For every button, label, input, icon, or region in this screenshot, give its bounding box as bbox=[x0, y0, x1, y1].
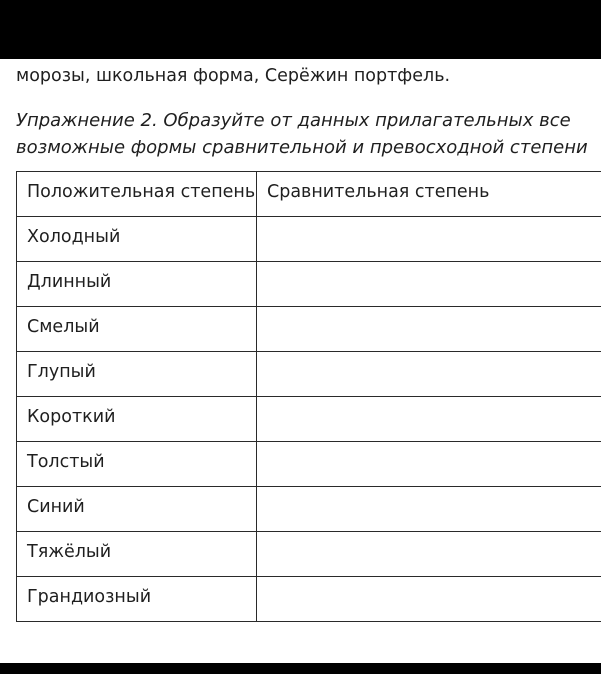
comparative-form-cell[interactable] bbox=[257, 217, 601, 262]
table-row bbox=[17, 217, 601, 262]
header-positive-degree: Положительная степень bbox=[17, 172, 257, 217]
bottom-black-bar bbox=[0, 663, 601, 674]
positive-form-cell: Короткий bbox=[17, 397, 257, 442]
comparative-form-cell[interactable] bbox=[257, 442, 601, 487]
comparative-form-cell[interactable] bbox=[257, 487, 601, 532]
intro-text: морозы, школьная форма, Серёжин портфель. bbox=[16, 66, 451, 86]
comparative-form-cell[interactable] bbox=[257, 352, 601, 397]
comparative-form-cell[interactable] bbox=[257, 577, 601, 622]
comparative-form-cell[interactable] bbox=[257, 532, 601, 577]
comparative-form-cell[interactable] bbox=[257, 397, 601, 442]
positive-form-cell: Холодный bbox=[17, 217, 257, 262]
table-row bbox=[17, 532, 601, 577]
positive-form-cell: Длинный bbox=[17, 262, 257, 307]
positive-form-cell: Тяжёлый bbox=[17, 532, 257, 577]
exercise-heading bbox=[16, 107, 596, 161]
exercise-line-1: Упражнение 2. Образуйте от данных прилагательных все bbox=[16, 110, 571, 131]
table-row bbox=[17, 397, 601, 442]
comparative-form-cell[interactable] bbox=[257, 262, 601, 307]
table-header-row bbox=[17, 172, 601, 217]
adjective-forms-table bbox=[16, 171, 601, 622]
table-row bbox=[17, 442, 601, 487]
table-row bbox=[17, 487, 601, 532]
table-row bbox=[17, 352, 601, 397]
comparative-form-cell[interactable] bbox=[257, 307, 601, 352]
positive-form-cell: Грандиозный bbox=[17, 577, 257, 622]
table-row bbox=[17, 307, 601, 352]
top-black-bar bbox=[0, 0, 601, 59]
positive-form-cell: Толстый bbox=[17, 442, 257, 487]
table-row bbox=[17, 577, 601, 622]
exercise-line-2: возможные формы сравнительной и превосходной степени bbox=[16, 137, 588, 158]
positive-form-cell: Глупый bbox=[17, 352, 257, 397]
table-row bbox=[17, 262, 601, 307]
header-comparative-degree: Сравнительная степень bbox=[257, 172, 601, 217]
positive-form-cell: Синий bbox=[17, 487, 257, 532]
positive-form-cell: Смелый bbox=[17, 307, 257, 352]
